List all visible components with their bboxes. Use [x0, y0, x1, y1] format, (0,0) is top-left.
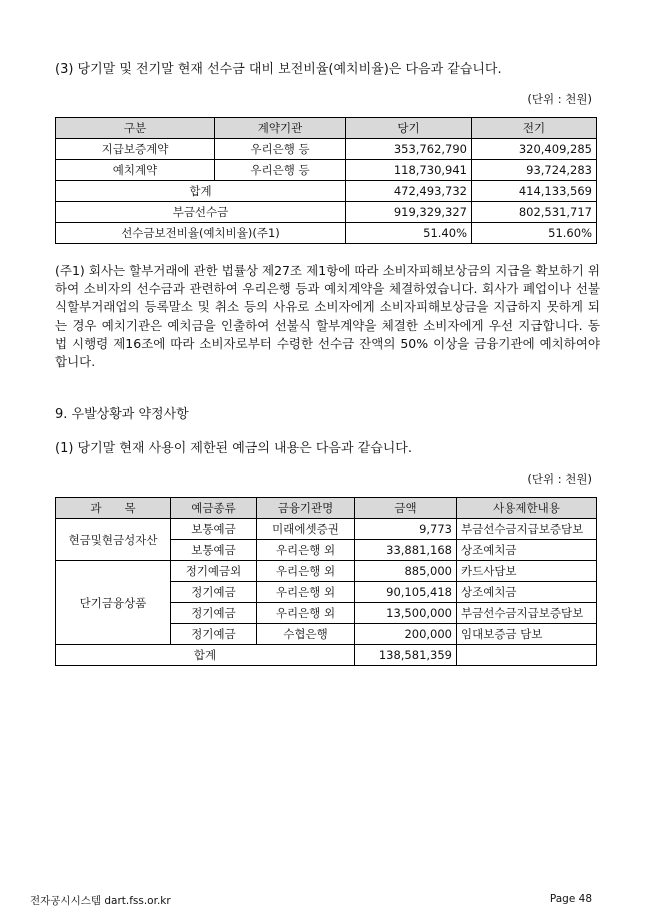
table2-header-restriction: 사용제한내용: [457, 498, 597, 519]
ratio-current: 51.40%: [346, 223, 472, 244]
row-bank: 우리은행 외: [257, 582, 355, 603]
row-restriction: 임대보증금 담보: [457, 624, 597, 645]
table2-header-row: [56, 498, 597, 519]
row-restriction: 상조예치금: [457, 582, 597, 603]
table1-total-row: [56, 181, 597, 202]
section-heading-3: (3) 당기말 및 전기말 현재 선수금 대비 보전비율(예치비율)은 다음과 같습니다.: [55, 62, 502, 77]
row-bank: 우리은행 외: [257, 561, 355, 582]
deposits-prior: 802,531,717: [472, 202, 597, 223]
row-amount: 200,000: [355, 624, 457, 645]
table2-header-deposit-type: 예금종류: [171, 498, 257, 519]
deposit-ratio-table: [55, 117, 597, 244]
row-amount: 885,000: [355, 561, 457, 582]
total-amount: 138,581,359: [355, 645, 457, 666]
row-deposit-type: 정기예금: [171, 624, 257, 645]
group-subject: 단기금융상품: [56, 561, 171, 645]
table-row: [56, 139, 597, 160]
footer-source: 전자공시시스템 dart.fss.or.kr: [30, 895, 171, 907]
row-bank: 우리은행 외: [257, 540, 355, 561]
row-bank: 우리은행 외: [257, 603, 355, 624]
row-restriction: 부금선수금지급보증담보: [457, 519, 597, 540]
ratio-prior: 51.60%: [472, 223, 597, 244]
total-label: 합계: [56, 181, 346, 202]
row-institution: 우리은행 등: [215, 160, 346, 181]
row-amount: 13,500,000: [355, 603, 457, 624]
row-restriction: 부금선수금지급보증담보: [457, 603, 597, 624]
row-bank: 수협은행: [257, 624, 355, 645]
table1-unit: (단위 : 천원): [527, 92, 592, 106]
table1-header-institution: 계약기관: [215, 118, 346, 139]
row-label: 예치계약: [56, 160, 215, 181]
note-1: (주1) 회사는 할부거래에 관한 법률상 제27조 제1항에 따라 소비자피해보상금의 지급을 확보하기 위하여 소비자의 선수금과 관련하여 우리은행 등과 예치계약을 체결하였습니다. 회사가 폐업이나 선불식할부거래업의 등록말소 및 취소 등의 사유로 소비자에게 소비자피해보상금을 지급하지 못하게 되는 경우 예치기관은 예치금을 인출하여 선불식 할부계약을 체결한 소비자에게 우선 지급합니다. 동 법 시행령 제16조에 따라 소비자로부터 수령한 선수금 잔액의 50% 이상을 금융기관에 예치하여야 합니다.: [55, 263, 600, 370]
row-institution: 우리은행 등: [215, 139, 346, 160]
row-amount: 33,881,168: [355, 540, 457, 561]
restricted-deposits-table: [55, 497, 597, 666]
row-amount: 9,773: [355, 519, 457, 540]
section-heading-9-1: (1) 당기말 현재 사용이 제한된 예금의 내용은 다음과 같습니다.: [55, 441, 412, 456]
total-label: 합계: [56, 645, 355, 666]
ratio-label: 선수금보전비율(예치비율)(주1): [56, 223, 346, 244]
row-amount: 90,105,418: [355, 582, 457, 603]
row-restriction: 상조예치금: [457, 540, 597, 561]
row-deposit-type: 정기예금외: [171, 561, 257, 582]
table1-deposits-row: [56, 202, 597, 223]
total-current: 472,493,732: [346, 181, 472, 202]
total-prior: 414,133,569: [472, 181, 597, 202]
row-restriction: 카드사담보: [457, 561, 597, 582]
group-subject: 현금및현금성자산: [56, 519, 171, 561]
deposits-label: 부금선수금: [56, 202, 346, 223]
table2-header-bank: 금융기관명: [257, 498, 355, 519]
row-current: 353,762,790: [346, 139, 472, 160]
table-row: [56, 561, 597, 582]
table2-total-row: [56, 645, 597, 666]
row-current: 118,730,941: [346, 160, 472, 181]
deposits-current: 919,329,327: [346, 202, 472, 223]
table1-header-prior: 전기: [472, 118, 597, 139]
table1-ratio-row: [56, 223, 597, 244]
row-deposit-type: 정기예금: [171, 603, 257, 624]
table1-header-current: 당기: [346, 118, 472, 139]
table1-header-row: [56, 118, 597, 139]
table1-header-division: 구분: [56, 118, 215, 139]
section-heading-9: 9. 우발상황과 약정사항: [55, 407, 189, 422]
total-restriction-empty: [457, 645, 597, 666]
table-row: [56, 160, 597, 181]
row-deposit-type: 보통예금: [171, 519, 257, 540]
row-deposit-type: 정기예금: [171, 582, 257, 603]
footer-page-number: Page 48: [549, 893, 592, 905]
row-prior: 93,724,283: [472, 160, 597, 181]
row-deposit-type: 보통예금: [171, 540, 257, 561]
table2-unit: (단위 : 천원): [527, 472, 592, 486]
row-label: 지급보증계약: [56, 139, 215, 160]
row-bank: 미래에셋증권: [257, 519, 355, 540]
row-prior: 320,409,285: [472, 139, 597, 160]
table-row: [56, 519, 597, 540]
table2-header-subject: 과 목: [56, 498, 171, 519]
table2-header-amount: 금액: [355, 498, 457, 519]
